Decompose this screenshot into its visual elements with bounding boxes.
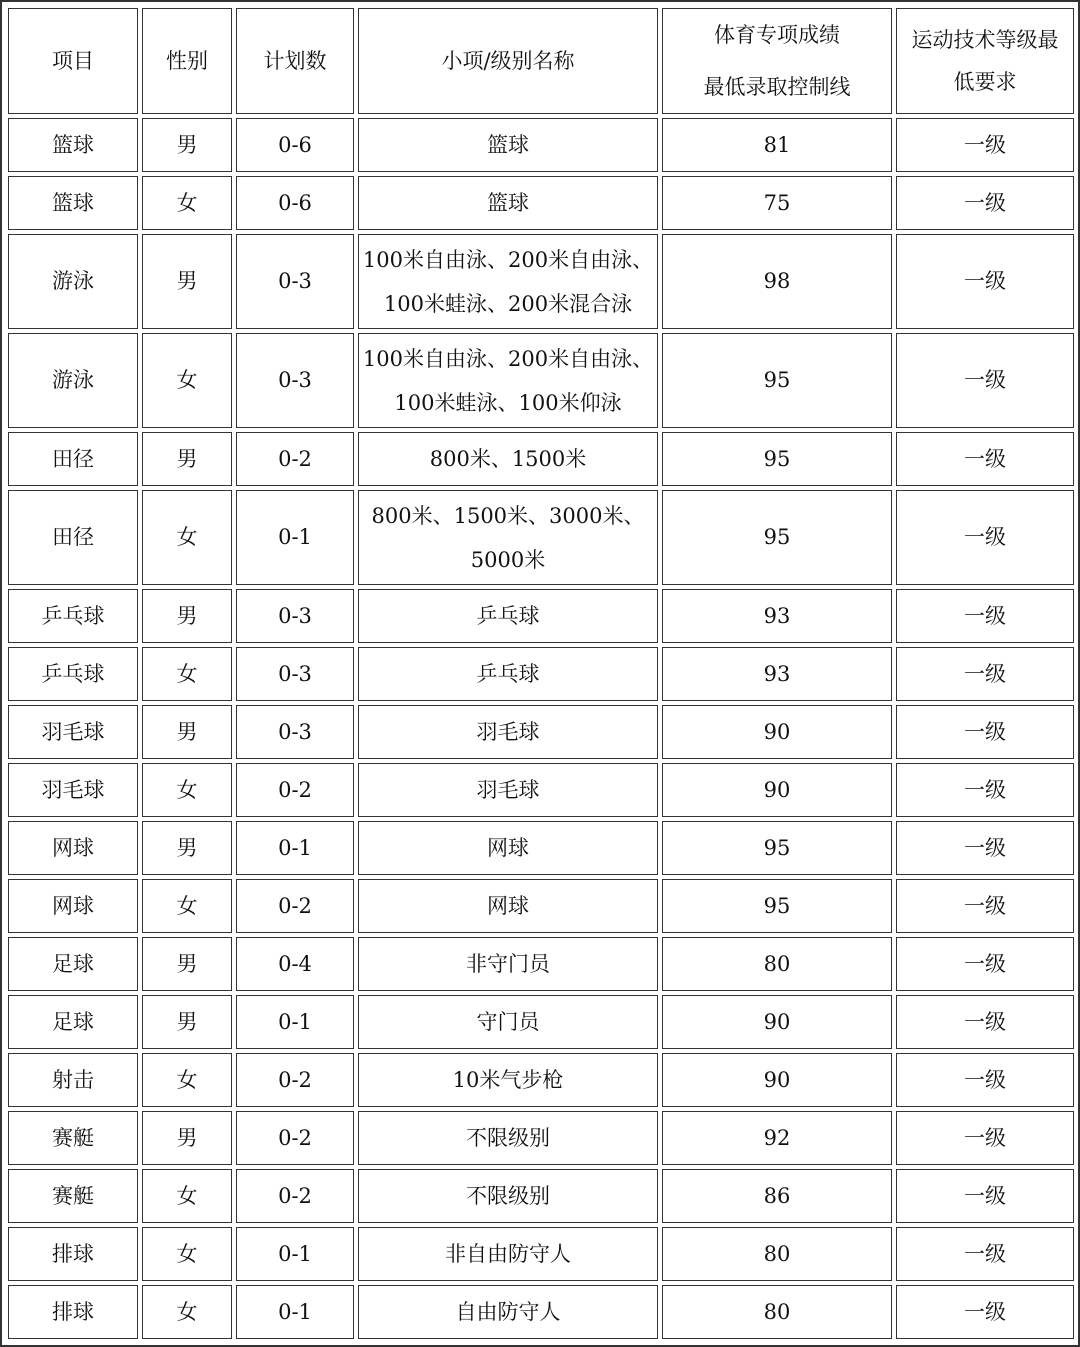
cell-plan: 0-1 — [236, 1285, 354, 1339]
cell-event: 羽毛球 — [358, 763, 658, 817]
cell-event: 羽毛球 — [358, 705, 658, 759]
cell-event: 守门员 — [358, 995, 658, 1049]
cell-score: 80 — [662, 1227, 892, 1281]
header-score-line2: 最低录取控制线 — [703, 75, 851, 99]
cell-score: 90 — [662, 1053, 892, 1107]
header-grade — [896, 8, 1074, 114]
table-row — [8, 879, 1074, 933]
cell-event: 不限级别 — [358, 1169, 658, 1223]
cell-grade: 一级 — [896, 432, 1074, 486]
cell-sport: 篮球 — [8, 176, 138, 230]
cell-score: 93 — [662, 589, 892, 643]
cell-sport: 射击 — [8, 1053, 138, 1107]
cell-gender: 女 — [142, 763, 232, 817]
table-row — [8, 705, 1074, 759]
cell-plan: 0-3 — [236, 234, 354, 329]
cell-score: 80 — [662, 937, 892, 991]
cell-plan: 0-1 — [236, 821, 354, 875]
table-row — [8, 589, 1074, 643]
cell-gender: 女 — [142, 1285, 232, 1339]
cell-plan: 0-3 — [236, 589, 354, 643]
cell-event: 自由防守人 — [358, 1285, 658, 1339]
cell-gender: 女 — [142, 1169, 232, 1223]
cell-event: 10米气步枪 — [358, 1053, 658, 1107]
cell-sport: 田径 — [8, 490, 138, 585]
cell-score: 93 — [662, 647, 892, 701]
cell-grade: 一级 — [896, 647, 1074, 701]
cell-plan: 0-3 — [236, 647, 354, 701]
cell-grade: 一级 — [896, 705, 1074, 759]
cell-gender: 男 — [142, 1111, 232, 1165]
table-row — [8, 995, 1074, 1049]
cell-event: 乒乓球 — [358, 647, 658, 701]
cell-gender: 女 — [142, 490, 232, 585]
cell-grade: 一级 — [896, 1285, 1074, 1339]
table-row — [8, 1053, 1074, 1107]
cell-event: 篮球 — [358, 176, 658, 230]
table-row — [8, 1169, 1074, 1223]
table-row — [8, 490, 1074, 585]
cell-sport: 赛艇 — [8, 1169, 138, 1223]
cell-grade: 一级 — [896, 879, 1074, 933]
cell-grade: 一级 — [896, 821, 1074, 875]
table-row — [8, 432, 1074, 486]
cell-grade: 一级 — [896, 490, 1074, 585]
cell-event: 非守门员 — [358, 937, 658, 991]
cell-plan: 0-1 — [236, 490, 354, 585]
admission-table — [4, 4, 1078, 1343]
cell-gender: 女 — [142, 1227, 232, 1281]
cell-plan: 0-2 — [236, 432, 354, 486]
header-gender: 性别 — [142, 8, 232, 114]
table-row — [8, 333, 1074, 428]
table-row — [8, 176, 1074, 230]
cell-score: 90 — [662, 763, 892, 817]
cell-sport: 羽毛球 — [8, 705, 138, 759]
cell-plan: 0-6 — [236, 176, 354, 230]
cell-plan: 0-2 — [236, 1111, 354, 1165]
cell-plan: 0-3 — [236, 333, 354, 428]
cell-gender: 女 — [142, 333, 232, 428]
cell-sport: 排球 — [8, 1285, 138, 1339]
table-body — [8, 118, 1074, 1339]
cell-gender: 女 — [142, 176, 232, 230]
header-plan: 计划数 — [236, 8, 354, 114]
cell-score: 95 — [662, 432, 892, 486]
cell-gender: 男 — [142, 589, 232, 643]
cell-grade: 一级 — [896, 937, 1074, 991]
cell-score: 75 — [662, 176, 892, 230]
cell-score: 95 — [662, 490, 892, 585]
cell-sport: 乒乓球 — [8, 589, 138, 643]
cell-score: 81 — [662, 118, 892, 172]
cell-sport: 游泳 — [8, 333, 138, 428]
cell-grade: 一级 — [896, 995, 1074, 1049]
cell-plan: 0-6 — [236, 118, 354, 172]
cell-sport: 足球 — [8, 937, 138, 991]
header-score-line1: 体育专项成绩 — [714, 23, 840, 47]
header-grade-text: 运动技术等级最低要求 — [911, 28, 1059, 94]
cell-plan: 0-1 — [236, 1227, 354, 1281]
cell-event: 网球 — [358, 821, 658, 875]
table-row — [8, 1227, 1074, 1281]
cell-gender: 男 — [142, 118, 232, 172]
cell-gender: 男 — [142, 821, 232, 875]
cell-sport: 游泳 — [8, 234, 138, 329]
table-row — [8, 821, 1074, 875]
cell-sport: 排球 — [8, 1227, 138, 1281]
cell-grade: 一级 — [896, 176, 1074, 230]
cell-plan: 0-2 — [236, 879, 354, 933]
cell-grade: 一级 — [896, 763, 1074, 817]
cell-plan: 0-2 — [236, 763, 354, 817]
header-score — [662, 8, 892, 114]
header-sport: 项目 — [8, 8, 138, 114]
cell-event: 乒乓球 — [358, 589, 658, 643]
cell-plan: 0-1 — [236, 995, 354, 1049]
cell-gender: 男 — [142, 995, 232, 1049]
cell-plan: 0-3 — [236, 705, 354, 759]
table-row — [8, 1111, 1074, 1165]
cell-grade: 一级 — [896, 1111, 1074, 1165]
cell-plan: 0-2 — [236, 1169, 354, 1223]
cell-sport: 乒乓球 — [8, 647, 138, 701]
cell-gender: 女 — [142, 1053, 232, 1107]
cell-event: 不限级别 — [358, 1111, 658, 1165]
table-row — [8, 763, 1074, 817]
cell-event: 网球 — [358, 879, 658, 933]
cell-score: 95 — [662, 333, 892, 428]
cell-grade: 一级 — [896, 118, 1074, 172]
cell-event: 800米、1500米、3000米、5000米 — [358, 490, 658, 585]
cell-event: 非自由防守人 — [358, 1227, 658, 1281]
cell-grade: 一级 — [896, 589, 1074, 643]
cell-sport: 赛艇 — [8, 1111, 138, 1165]
cell-gender: 男 — [142, 432, 232, 486]
cell-gender: 女 — [142, 647, 232, 701]
cell-sport: 网球 — [8, 879, 138, 933]
cell-score: 86 — [662, 1169, 892, 1223]
cell-grade: 一级 — [896, 1053, 1074, 1107]
cell-event: 100米自由泳、200米自由泳、100米蛙泳、200米混合泳 — [358, 234, 658, 329]
cell-gender: 女 — [142, 879, 232, 933]
cell-sport: 田径 — [8, 432, 138, 486]
cell-event: 篮球 — [358, 118, 658, 172]
cell-grade: 一级 — [896, 234, 1074, 329]
cell-gender: 男 — [142, 234, 232, 329]
cell-grade: 一级 — [896, 333, 1074, 428]
cell-event: 100米自由泳、200米自由泳、100米蛙泳、100米仰泳 — [358, 333, 658, 428]
cell-plan: 0-4 — [236, 937, 354, 991]
cell-grade: 一级 — [896, 1227, 1074, 1281]
cell-sport: 网球 — [8, 821, 138, 875]
cell-sport: 篮球 — [8, 118, 138, 172]
cell-score: 95 — [662, 879, 892, 933]
cell-score: 90 — [662, 995, 892, 1049]
cell-score: 90 — [662, 705, 892, 759]
cell-score: 92 — [662, 1111, 892, 1165]
cell-sport: 羽毛球 — [8, 763, 138, 817]
table-row — [8, 937, 1074, 991]
cell-grade: 一级 — [896, 1169, 1074, 1223]
cell-gender: 男 — [142, 937, 232, 991]
cell-score: 98 — [662, 234, 892, 329]
cell-sport: 足球 — [8, 995, 138, 1049]
cell-event: 800米、1500米 — [358, 432, 658, 486]
table-row — [8, 647, 1074, 701]
cell-score: 95 — [662, 821, 892, 875]
table-row — [8, 118, 1074, 172]
table-row — [8, 234, 1074, 329]
header-event: 小项/级别名称 — [358, 8, 658, 114]
table-header-row — [8, 8, 1074, 114]
cell-gender: 男 — [142, 705, 232, 759]
table-row — [8, 1285, 1074, 1339]
cell-plan: 0-2 — [236, 1053, 354, 1107]
cell-score: 80 — [662, 1285, 892, 1339]
